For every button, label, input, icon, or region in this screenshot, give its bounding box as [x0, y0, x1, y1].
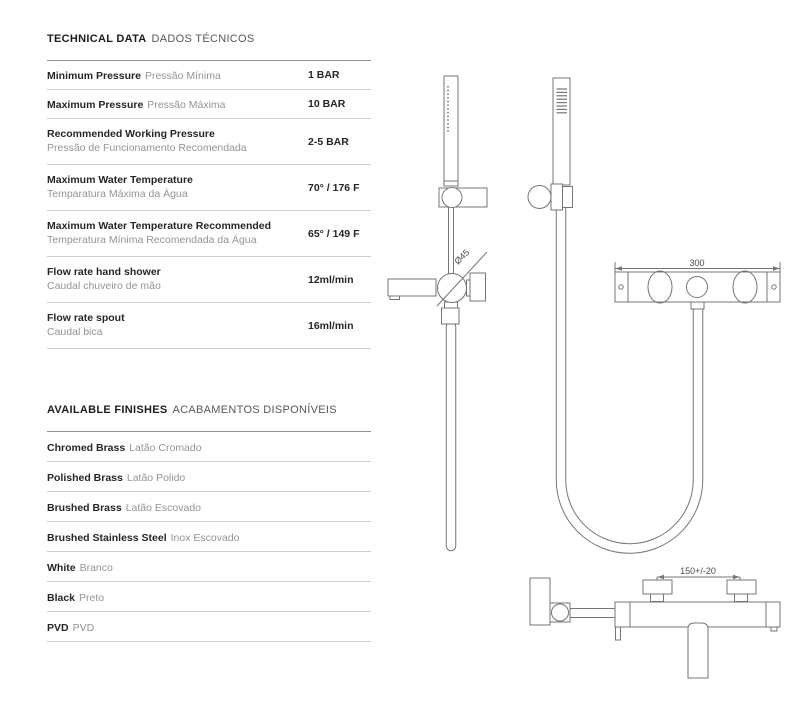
table-row [47, 303, 371, 349]
section-title-pt: ACABAMENTOS DISPONÍVEIS [172, 404, 337, 416]
table-row [47, 552, 371, 582]
technical-data-section [47, 33, 371, 349]
row-label-pt: Inox Escovado [170, 531, 240, 544]
technical-data-table [47, 60, 371, 349]
table-row [47, 90, 371, 119]
table-row [47, 462, 371, 492]
drawing-mixer-front-view [530, 566, 780, 678]
drawing-mixer-top-view [615, 258, 780, 309]
row-label-en: White [47, 561, 76, 574]
row-value: 65° / 149 F [308, 227, 360, 240]
row-label-en: Brushed Stainless Steel [47, 531, 167, 544]
row-label-pt: Pressão Máxima [147, 99, 226, 111]
row-label-pt: Temperatura Mínima Recomendada da Água [47, 233, 257, 246]
table-row [47, 582, 371, 612]
row-value: 16ml/min [308, 319, 354, 332]
row-label-en: PVD [47, 621, 69, 634]
table-row [47, 257, 371, 303]
drawing-hand-shower-front-view [528, 78, 698, 549]
table-row [47, 432, 371, 462]
drawing-shower-rail-side-view [388, 76, 487, 546]
row-label-pt: Temparatura Máxima da Água [47, 187, 188, 200]
row-label-en: Maximum Pressure [47, 99, 144, 111]
row-value: 2-5 BAR [308, 135, 349, 148]
row-value: 10 BAR [308, 98, 346, 110]
table-row [47, 612, 371, 642]
dimension-union-spacing: 150+/-20 [680, 566, 716, 576]
dimension-valve-diameter: Ø45 [452, 247, 472, 267]
row-value: 70° / 176 F [308, 181, 360, 194]
available-finishes-table [47, 431, 371, 642]
table-row [47, 211, 371, 257]
row-label-en: Minimum Pressure [47, 70, 141, 82]
row-label-pt: Branco [79, 561, 113, 574]
row-label-en: Brushed Brass [47, 501, 122, 514]
row-label-pt: Caudal bica [47, 325, 103, 338]
row-label-pt: Latão Cromado [129, 441, 202, 454]
spec-column [47, 33, 371, 642]
section-title-en: TECHNICAL DATA [47, 33, 147, 45]
row-value: 12ml/min [308, 273, 354, 286]
row-label-pt: Caudal chuveiro de mão [47, 279, 161, 292]
dimension-bar-width: 300 [689, 258, 705, 268]
row-label-en: Maximum Water Temperature [47, 174, 193, 186]
row-label-pt: PVD [72, 621, 95, 634]
row-label-en: Black [47, 591, 76, 604]
section-title-en: AVAILABLE FINISHES [47, 404, 168, 416]
row-label-en: Chromed Brass [47, 441, 126, 454]
technical-data-title [47, 33, 371, 45]
row-label-en: Recommended Working Pressure [47, 128, 215, 140]
available-finishes-section [47, 404, 371, 642]
row-label-pt: Latão Escovado [125, 501, 202, 514]
row-label-pt: Latão Polido [126, 471, 186, 484]
table-row [47, 61, 371, 90]
row-value: 1 BAR [308, 69, 340, 81]
row-label-en: Polished Brass [47, 471, 123, 484]
row-label-pt: Pressão Mínima [144, 70, 221, 82]
available-finishes-title [47, 404, 371, 416]
row-label-pt: Preto [79, 591, 105, 604]
table-row [47, 522, 371, 552]
table-row [47, 165, 371, 211]
row-label-en: Flow rate hand shower [47, 266, 161, 278]
table-row [47, 492, 371, 522]
table-row [47, 119, 371, 165]
row-label-pt: Pressão de Funcionamento Recomendada [47, 141, 247, 154]
row-label-en: Maximum Water Temperature Recommended [47, 220, 272, 232]
section-title-pt: DADOS TÉCNICOS [151, 33, 255, 45]
row-label-en: Flow rate spout [47, 312, 125, 324]
